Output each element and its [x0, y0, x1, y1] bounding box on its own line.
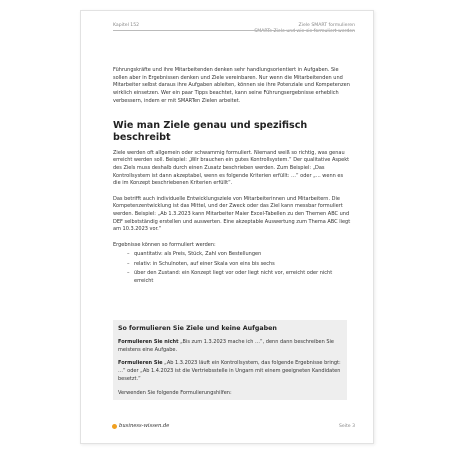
- result-bullet-list: [113, 251, 351, 285]
- footer-logo-text: business-wissen.de: [119, 423, 170, 429]
- tip-box-text-1: „Bis zum 1.3.2023 mache ich …“, denn dann beschreiben Sie meistens eine Aufgabe.: [118, 339, 334, 353]
- paragraph-1: Ziele werden oft allgemein oder schwammig formuliert. Niemand weiß so richtig, was genau erreicht werden soll. Beispiel: „Wir brauchen ein gutes Kontrollsystem.“ Der qualitative Aspekt des Ziels muss deshalb durch einen Zusatz beschrieben werden. Zum Beispiel: „Das Kontrollsystem ist dann akzeptabel, wenn es folgende Kriterien erfüllt: …“ oder „… wenn es die im Konzept beschriebenen Kriterien erfüllt“.: [113, 149, 350, 187]
- list-item: [127, 270, 351, 285]
- list-item: [127, 251, 351, 259]
- bullet-dash: –: [127, 260, 130, 267]
- bullet-dash: –: [127, 251, 130, 258]
- paragraph-3: Ergebnisse können so formuliert werden:: [113, 241, 216, 248]
- list-item-text: über den Zustand: ein Konzept liegt vor oder liegt nicht vor, erreicht oder nicht erreicht: [134, 270, 333, 284]
- list-item-text: quantitativ: als Preis, Stück, Zahl von Bestellungen: [134, 251, 262, 258]
- footer-logo: [112, 423, 169, 429]
- tip-box-paragraph-2: [118, 360, 342, 383]
- logo-dot-icon: [112, 424, 117, 429]
- header-title-line2: SMARTe Ziele und wie sie formuliert werden: [254, 29, 355, 35]
- tip-box-paragraph-3: Verwenden Sie folgende Formulierungshilfen:: [118, 389, 232, 396]
- list-item: [127, 261, 351, 269]
- tip-box: [113, 320, 347, 400]
- tip-box-title: So formulieren Sie Ziele und keine Aufgaben: [118, 325, 277, 332]
- paragraph-2: Das betrifft auch individuelle Entwicklungsziele von Mitarbeiterinnen und Mitarbeitern. Die Kompetenzentwicklung ist das Mittel, und der Zweck oder das Ziel kann messbar formuliert werden. Beispiel: „Ab 1.3.2023 kann Mitarbeiter Maier Excel-Tabellen zu den Themen ABC und DEF selbstständig erstellen und auswerten. Eine akzeptable Auswertung zum Thema ABC liegt am 10.3.2023 vor.“: [113, 195, 351, 233]
- header-chapter: Kapitel 152: [113, 23, 140, 28]
- list-item-text: relativ: in Schulnoten, auf einer Skala von eins bis sechs: [134, 260, 275, 267]
- intro-paragraph: Führungskräfte und ihre Mitarbeitenden denken sehr handlungsorientiert in Aufgaben. Sie sollen aber in Ergebnissen denken und Ziele vereinbaren. Nur wenn die Mitarbeitenden und Mitarbeiter selbst daraus ihre Aufgaben ableiten, können sie ihre Potenziale und Kompetenzen wirklich einsetzen. Wer ein paar Tipps beachtet, kann seine Führungsergebnisse erheblich verbessern, indem er mit SMARTen Zielen arbeitet.: [113, 67, 350, 104]
- document-page: [80, 10, 374, 444]
- main-content: [113, 67, 351, 295]
- tip-box-paragraph-1: [118, 339, 342, 354]
- tip-box-bold-1: Formulieren Sie nicht: [118, 339, 179, 345]
- section-heading: Wie man Ziele genau und spezifisch beschreibt: [113, 119, 308, 143]
- tip-box-text-2: „Ab 1.3.2023 läuft ein Kontrollsystem, das folgende Ergebnisse bringt: …“ oder „Ab 1.4.2023 ist die Vertriebsstelle in Ungarn mit einem geeigneten Kandidaten besetzt.“: [118, 360, 341, 382]
- page-number: Seite 3: [338, 424, 355, 429]
- tip-box-bold-2: Formulieren Sie: [118, 360, 163, 367]
- header-title-line1: Ziele SMART formulieren: [298, 23, 355, 28]
- header-divider: [113, 30, 355, 31]
- bullet-dash: –: [127, 270, 130, 277]
